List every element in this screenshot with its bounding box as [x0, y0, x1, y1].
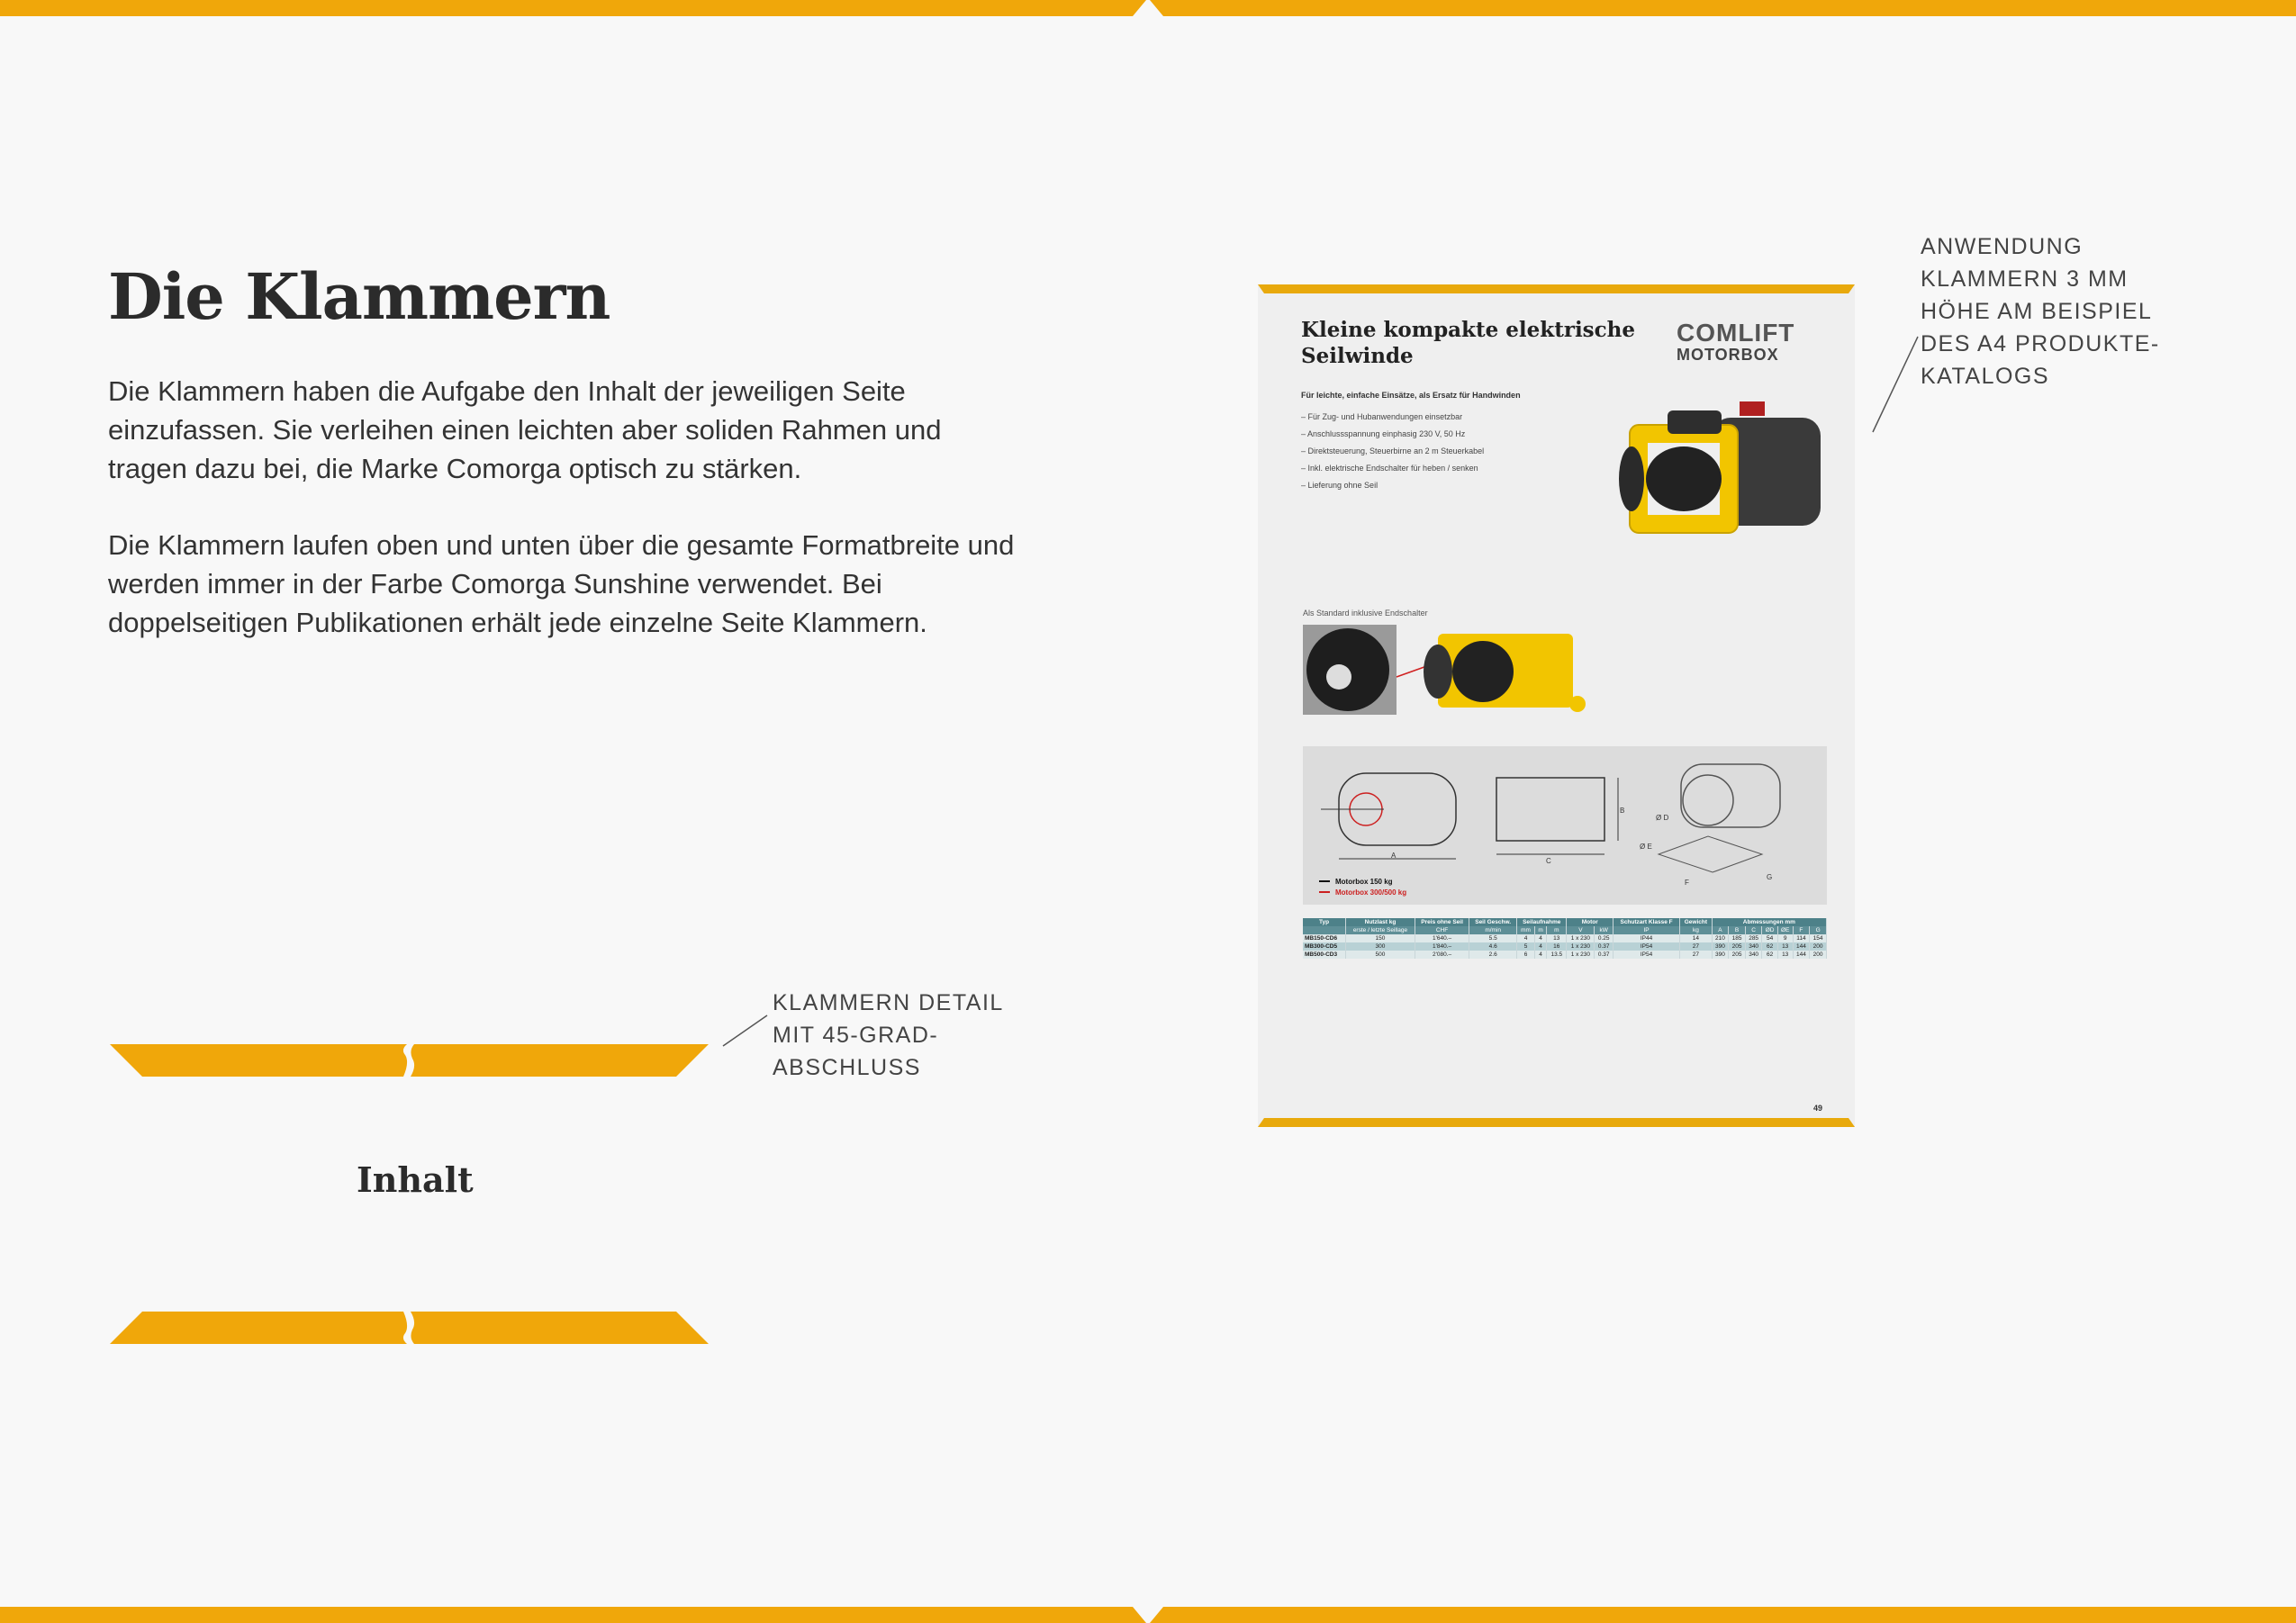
catalog-top-bracket: [1258, 284, 1855, 295]
table-cell: 2.6: [1469, 951, 1517, 959]
table-cell: 1 x 230: [1567, 934, 1595, 942]
standard-note: Als Standard inklusive Endschalter: [1303, 609, 1428, 618]
table-cell: 210: [1712, 934, 1729, 942]
table-cell: 0.37: [1595, 942, 1614, 951]
table-cell: 13: [1777, 951, 1793, 959]
table-unit-cell: m/min: [1469, 926, 1517, 934]
catalog-page-preview: [1258, 284, 1855, 1127]
table-cell: MB500-CD3: [1303, 951, 1346, 959]
table-cell: 4: [1535, 934, 1547, 942]
table-cell: 285: [1745, 934, 1762, 942]
detail-note: KLAMMERN DETAIL MIT 45-GRAD- ABSCHLUSS: [773, 990, 1004, 1080]
table-unit-cell: erste / letzte Seillage: [1346, 926, 1415, 934]
table-unit-cell: F: [1793, 926, 1810, 934]
dimension-label-b: B: [1620, 807, 1625, 815]
table-cell: IP44: [1614, 934, 1680, 942]
second-paragraph: Die Klammern laufen oben und unten über die gesamte Formatbreite und werden immer in der Farbe Comorga Sunshine verwendet. Bei doppelseitigen Publikationen erhält jede einzelne Seite Klammern.: [108, 529, 1015, 638]
table-cell: 114: [1793, 934, 1810, 942]
table-cell: 390: [1712, 942, 1729, 951]
table-header-cell: Abmessungen mm: [1712, 918, 1826, 926]
catalog-title: Kleine kompakte elektrische Seilwinde: [1301, 318, 1635, 368]
table-unit-cell: B: [1729, 926, 1746, 934]
table-cell: 1 x 230: [1567, 942, 1595, 951]
table-cell: 13.5: [1547, 951, 1567, 959]
intro-paragraph: Die Klammern haben die Aufgabe den Inhalt der jeweiligen Seite einzufassen. Sie verleihen einen leichten aber soliden Rahmen und tragen dazu bei, die Marke Comorga optisch zu stärken.: [108, 375, 942, 484]
table-unit-cell: A: [1712, 926, 1729, 934]
table-header-row: [1303, 918, 1827, 926]
table-cell: 62: [1762, 951, 1777, 959]
table-header-cell: Gewicht: [1680, 918, 1713, 926]
dimension-label-g: G: [1767, 873, 1773, 881]
table-cell: 200: [1810, 951, 1827, 959]
dimension-label-c: C: [1546, 857, 1551, 865]
bottom-bracket: [0, 1607, 2296, 1623]
table-cell: 13: [1777, 942, 1793, 951]
table-unit-cell: kW: [1595, 926, 1614, 934]
dimension-label-f: F: [1685, 879, 1689, 887]
table-cell: 5: [1517, 942, 1535, 951]
table-cell: 205: [1729, 942, 1746, 951]
bullet-item: – Anschlussspannung einphasig 230 V, 50 Hz: [1301, 429, 1466, 438]
table-cell: 0.37: [1595, 951, 1614, 959]
motorbox-logo: MOTORBOX: [1677, 346, 1779, 364]
table-row: [1303, 951, 1827, 959]
table-unit-cell: ØD: [1762, 926, 1777, 934]
bracket-detail-top: [110, 1044, 709, 1077]
detail-pointer-line: [720, 1013, 774, 1049]
table-unit-row: [1303, 926, 1827, 934]
table-cell: 4: [1517, 934, 1535, 942]
application-note: ANWENDUNG KLAMMERN 3 MM HÖHE AM BEISPIEL DES A4 PRODUKTE- KATALOGS: [1921, 234, 2160, 389]
table-cell: 340: [1745, 942, 1762, 951]
table-cell: 144: [1793, 951, 1810, 959]
table-cell: 13: [1547, 934, 1567, 942]
table-cell: 205: [1729, 951, 1746, 959]
table-cell: 390: [1712, 951, 1729, 959]
table-cell: 1 x 230: [1567, 951, 1595, 959]
table-cell: 154: [1810, 934, 1827, 942]
table-cell: 185: [1729, 934, 1746, 942]
table-unit-cell: mm: [1517, 926, 1535, 934]
catalog-subtitle: Für leichte, einfache Einsätze, als Ersatz für Handwinden: [1301, 391, 1521, 400]
table-header-cell: Schutzart Klasse F: [1614, 918, 1680, 926]
table-cell: 14: [1680, 934, 1713, 942]
table-unit-cell: C: [1745, 926, 1762, 934]
table-cell: 144: [1793, 942, 1810, 951]
table-header-cell: Typ: [1303, 918, 1346, 926]
bullet-item: – Für Zug- und Hubanwendungen einsetzbar: [1301, 412, 1463, 421]
table-cell: 300: [1346, 942, 1415, 951]
comlift-logo: COMLIFT: [1677, 319, 1795, 347]
table-cell: 5.5: [1469, 934, 1517, 942]
top-bracket: [0, 0, 2296, 18]
bullet-item: – Lieferung ohne Seil: [1301, 481, 1379, 490]
table-cell: 9: [1777, 934, 1793, 942]
page-title: Die Klammern: [108, 259, 610, 334]
bullet-item: – Direktsteuerung, Steuerbirne an 2 m Steuerkabel: [1301, 446, 1485, 455]
catalog-bottom-bracket: [1258, 1118, 1855, 1127]
table-cell: 6: [1517, 951, 1535, 959]
bullet-item: – Inkl. elektrische Endschalter für heben / senken: [1301, 464, 1478, 473]
example-content-label: Inhalt: [357, 1159, 474, 1200]
table-cell: 1'640.–: [1415, 934, 1469, 942]
table-unit-cell: CHF: [1415, 926, 1469, 934]
table-cell: 62: [1762, 942, 1777, 951]
table-cell: 16: [1547, 942, 1567, 951]
technical-drawing-panel: [1303, 746, 1827, 905]
table-cell: 27: [1680, 942, 1713, 951]
table-cell: 4: [1535, 951, 1547, 959]
table-cell: 2'080.–: [1415, 951, 1469, 959]
table-cell: 150: [1346, 934, 1415, 942]
table-cell: 500: [1346, 951, 1415, 959]
table-unit-cell: kg: [1680, 926, 1713, 934]
table-header-cell: Seil Geschw.: [1469, 918, 1517, 926]
table-unit-cell: V: [1567, 926, 1595, 934]
table-cell: 54: [1762, 934, 1777, 942]
table-cell: 0.25: [1595, 934, 1614, 942]
table-unit-cell: ØE: [1777, 926, 1793, 934]
dimension-label-d: Ø D: [1656, 814, 1669, 822]
table-header-cell: Preis ohne Seil: [1415, 918, 1469, 926]
table-unit-cell: G: [1810, 926, 1827, 934]
table-unit-cell: m: [1547, 926, 1567, 934]
dimension-label-a: A: [1391, 852, 1397, 860]
table-cell: 1'840.–: [1415, 942, 1469, 951]
bracket-detail-bottom: [110, 1312, 709, 1344]
application-pointer-line: [1868, 335, 1922, 434]
limit-switch-images: [1303, 625, 1609, 724]
winch-product-image: [1604, 391, 1830, 553]
table-cell: MB300-CD5: [1303, 942, 1346, 951]
table-cell: MB150-CD6: [1303, 934, 1346, 942]
table-cell: 4: [1535, 942, 1547, 951]
table-header-cell: Motor: [1567, 918, 1614, 926]
table-cell: IP54: [1614, 942, 1680, 951]
table-unit-cell: [1303, 926, 1346, 934]
table-row: [1303, 942, 1827, 951]
table-header-cell: Nutzlast kg: [1346, 918, 1415, 926]
table-cell: IP54: [1614, 951, 1680, 959]
legend-150: Motorbox 150 kg: [1335, 878, 1393, 886]
catalog-bullet-list: [1301, 409, 1484, 494]
table-cell: 340: [1745, 951, 1762, 959]
catalog-page-number: 49: [1813, 1104, 1823, 1113]
legend-300-500: Motorbox 300/500 kg: [1335, 888, 1407, 897]
table-cell: 27: [1680, 951, 1713, 959]
table-cell: 4.6: [1469, 942, 1517, 951]
table-header-cell: Seilaufnahme: [1517, 918, 1567, 926]
table-unit-cell: m: [1535, 926, 1547, 934]
dimension-drawing: [1303, 746, 1827, 905]
table-cell: 200: [1810, 942, 1827, 951]
table-unit-cell: IP: [1614, 926, 1680, 934]
dimension-label-e: Ø E: [1640, 843, 1652, 851]
table-row: [1303, 934, 1827, 942]
spec-table: [1303, 918, 1827, 959]
